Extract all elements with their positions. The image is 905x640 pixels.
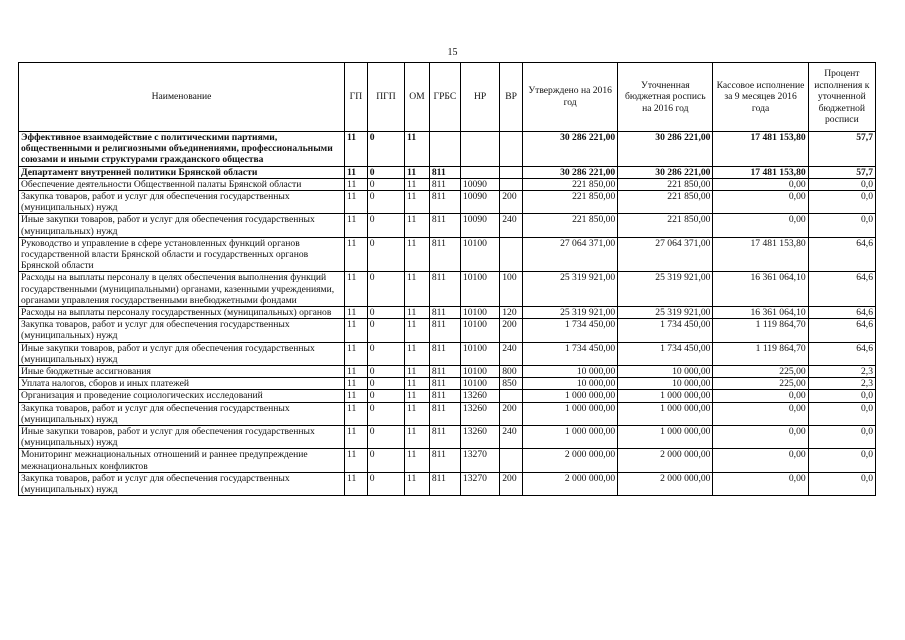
cell-vr xyxy=(500,237,523,272)
cell-ppgp: 0 xyxy=(367,272,404,307)
cell-om: 11 xyxy=(405,449,430,472)
cell-revised: 1 000 000,00 xyxy=(618,402,713,425)
cell-grbs: 811 xyxy=(429,472,460,495)
cell-revised: 25 319 921,00 xyxy=(618,307,713,319)
cell-gp: 11 xyxy=(345,390,368,402)
cell-vr: 850 xyxy=(500,378,523,390)
cell-vr xyxy=(500,178,523,190)
cell-ppgp: 0 xyxy=(367,132,404,167)
table-row xyxy=(19,366,876,378)
table-row xyxy=(19,472,876,495)
cell-np: 10100 xyxy=(460,237,499,272)
cell-approved: 30 286 221,00 xyxy=(523,132,618,167)
table-header-row xyxy=(19,63,876,132)
header-revised: Уточненная бюджетная роспись на 2016 год xyxy=(618,63,713,132)
cell-gp: 11 xyxy=(345,272,368,307)
cell-grbs xyxy=(429,132,460,167)
cell-revised: 2 000 000,00 xyxy=(618,449,713,472)
table-row xyxy=(19,307,876,319)
table-row xyxy=(19,402,876,425)
cell-vr: 240 xyxy=(500,342,523,365)
cell-ppgp: 0 xyxy=(367,402,404,425)
cell-gp: 11 xyxy=(345,166,368,178)
cell-approved: 2 000 000,00 xyxy=(523,449,618,472)
cell-grbs: 811 xyxy=(429,402,460,425)
cell-percent: 64,6 xyxy=(808,237,875,272)
cell-ppgp: 0 xyxy=(367,166,404,178)
cell-gp: 11 xyxy=(345,178,368,190)
cell-ppgp: 0 xyxy=(367,426,404,449)
cell-grbs: 811 xyxy=(429,307,460,319)
cell-vr xyxy=(500,132,523,167)
cell-name: Иные закупки товаров, работ и услуг для обеспечения государственных (муниципальных) нужд xyxy=(19,342,345,365)
cell-approved: 221 850,00 xyxy=(523,191,618,214)
table-row xyxy=(19,378,876,390)
cell-name: Обеспечение деятельности Общественной палаты Брянской области xyxy=(19,178,345,190)
cell-gp: 11 xyxy=(345,132,368,167)
cell-vr: 200 xyxy=(500,191,523,214)
cell-om: 11 xyxy=(405,214,430,237)
header-cash: Кассовое исполнение за 9 месяцев 2016 года xyxy=(713,63,808,132)
header-vr: ВР xyxy=(500,63,523,132)
cell-grbs: 811 xyxy=(429,191,460,214)
table-row xyxy=(19,272,876,307)
cell-percent: 0,0 xyxy=(808,191,875,214)
cell-name: Расходы на выплаты персоналу в целях обеспечения выполнения функций государственными (муниципальными) органами, казенными учреждениями, органами управления государственными внебюджетными фондами xyxy=(19,272,345,307)
cell-approved: 10 000,00 xyxy=(523,378,618,390)
cell-revised: 30 286 221,00 xyxy=(618,132,713,167)
cell-revised: 1 000 000,00 xyxy=(618,390,713,402)
cell-om: 11 xyxy=(405,272,430,307)
cell-cash: 0,00 xyxy=(713,426,808,449)
cell-ppgp: 0 xyxy=(367,449,404,472)
cell-cash: 17 481 153,80 xyxy=(713,237,808,272)
table-row xyxy=(19,178,876,190)
cell-grbs: 811 xyxy=(429,319,460,342)
cell-om: 11 xyxy=(405,342,430,365)
cell-ppgp: 0 xyxy=(367,366,404,378)
cell-cash: 1 119 864,70 xyxy=(713,319,808,342)
cell-ppgp: 0 xyxy=(367,214,404,237)
cell-name: Иные закупки товаров, работ и услуг для обеспечения государственных (муниципальных) нужд xyxy=(19,214,345,237)
cell-revised: 2 000 000,00 xyxy=(618,472,713,495)
cell-gp: 11 xyxy=(345,378,368,390)
cell-percent: 0,0 xyxy=(808,214,875,237)
cell-grbs: 811 xyxy=(429,237,460,272)
table-row xyxy=(19,449,876,472)
budget-table xyxy=(18,62,876,496)
cell-cash: 0,00 xyxy=(713,390,808,402)
cell-vr: 120 xyxy=(500,307,523,319)
table-row xyxy=(19,132,876,167)
cell-np: 13260 xyxy=(460,390,499,402)
cell-om: 11 xyxy=(405,237,430,272)
cell-om: 11 xyxy=(405,402,430,425)
cell-revised: 1 000 000,00 xyxy=(618,426,713,449)
cell-approved: 221 850,00 xyxy=(523,178,618,190)
page-number: 15 xyxy=(447,47,458,58)
cell-cash: 0,00 xyxy=(713,449,808,472)
cell-name: Руководство и управление в сфере установленных функций органов государственной власти Брянской области и государственных органов Брянской области xyxy=(19,237,345,272)
cell-om: 11 xyxy=(405,472,430,495)
cell-approved: 25 319 921,00 xyxy=(523,272,618,307)
cell-name: Закупка товаров, работ и услуг для обеспечения государственных (муниципальных) нужд xyxy=(19,402,345,425)
cell-percent: 64,6 xyxy=(808,319,875,342)
cell-vr xyxy=(500,449,523,472)
cell-revised: 25 319 921,00 xyxy=(618,272,713,307)
cell-approved: 221 850,00 xyxy=(523,214,618,237)
cell-gp: 11 xyxy=(345,342,368,365)
cell-np: 10100 xyxy=(460,366,499,378)
header-name: Наименование xyxy=(19,63,345,132)
cell-np: 10090 xyxy=(460,214,499,237)
cell-ppgp: 0 xyxy=(367,237,404,272)
cell-vr xyxy=(500,390,523,402)
cell-grbs: 811 xyxy=(429,166,460,178)
cell-approved: 1 000 000,00 xyxy=(523,390,618,402)
table-row xyxy=(19,214,876,237)
cell-ppgp: 0 xyxy=(367,191,404,214)
cell-grbs: 811 xyxy=(429,449,460,472)
cell-grbs: 811 xyxy=(429,272,460,307)
header-ppgp: ПГП xyxy=(367,63,404,132)
cell-approved: 1 734 450,00 xyxy=(523,319,618,342)
cell-grbs: 811 xyxy=(429,214,460,237)
cell-name: Департамент внутренней политики Брянской области xyxy=(19,166,345,178)
header-gp: ГП xyxy=(345,63,368,132)
cell-percent: 0,0 xyxy=(808,178,875,190)
cell-cash: 16 361 064,10 xyxy=(713,272,808,307)
cell-vr: 240 xyxy=(500,214,523,237)
cell-percent: 0,0 xyxy=(808,472,875,495)
cell-gp: 11 xyxy=(345,472,368,495)
table-row xyxy=(19,166,876,178)
cell-name: Закупка товаров, работ и услуг для обеспечения государственных (муниципальных) нужд xyxy=(19,319,345,342)
cell-approved: 27 064 371,00 xyxy=(523,237,618,272)
cell-om: 11 xyxy=(405,390,430,402)
cell-name: Эффективное взаимодействие с политическими партиями, общественными и религиозными объединениями, профессиональными союзами и иными структурами гражданского общества xyxy=(19,132,345,167)
header-om: ОМ xyxy=(405,63,430,132)
cell-vr: 240 xyxy=(500,426,523,449)
cell-revised: 221 850,00 xyxy=(618,178,713,190)
cell-np: 13270 xyxy=(460,472,499,495)
cell-om: 11 xyxy=(405,307,430,319)
cell-np: 10100 xyxy=(460,307,499,319)
cell-cash: 225,00 xyxy=(713,378,808,390)
cell-cash: 17 481 153,80 xyxy=(713,166,808,178)
cell-gp: 11 xyxy=(345,366,368,378)
cell-name: Расходы на выплаты персоналу государственных (муниципальных) органов xyxy=(19,307,345,319)
cell-name: Иные закупки товаров, работ и услуг для обеспечения государственных (муниципальных) нужд xyxy=(19,426,345,449)
cell-vr: 200 xyxy=(500,402,523,425)
cell-cash: 0,00 xyxy=(713,402,808,425)
cell-grbs: 811 xyxy=(429,390,460,402)
cell-name: Уплата налогов, сборов и иных платежей xyxy=(19,378,345,390)
cell-approved: 25 319 921,00 xyxy=(523,307,618,319)
cell-percent: 2,3 xyxy=(808,378,875,390)
cell-grbs: 811 xyxy=(429,342,460,365)
cell-percent: 57,7 xyxy=(808,132,875,167)
cell-percent: 64,6 xyxy=(808,307,875,319)
cell-vr: 800 xyxy=(500,366,523,378)
cell-revised: 221 850,00 xyxy=(618,191,713,214)
cell-gp: 11 xyxy=(345,307,368,319)
cell-ppgp: 0 xyxy=(367,342,404,365)
cell-ppgp: 0 xyxy=(367,178,404,190)
cell-gp: 11 xyxy=(345,319,368,342)
cell-revised: 27 064 371,00 xyxy=(618,237,713,272)
cell-gp: 11 xyxy=(345,237,368,272)
cell-np: 13260 xyxy=(460,402,499,425)
cell-gp: 11 xyxy=(345,191,368,214)
cell-cash: 1 119 864,70 xyxy=(713,342,808,365)
cell-approved: 1 734 450,00 xyxy=(523,342,618,365)
cell-approved: 1 000 000,00 xyxy=(523,426,618,449)
cell-gp: 11 xyxy=(345,449,368,472)
cell-cash: 16 361 064,10 xyxy=(713,307,808,319)
cell-vr: 200 xyxy=(500,472,523,495)
cell-revised: 30 286 221,00 xyxy=(618,166,713,178)
cell-om: 11 xyxy=(405,132,430,167)
table-row xyxy=(19,319,876,342)
cell-percent: 64,6 xyxy=(808,272,875,307)
cell-vr: 200 xyxy=(500,319,523,342)
cell-cash: 0,00 xyxy=(713,472,808,495)
cell-np: 10100 xyxy=(460,342,499,365)
cell-approved: 30 286 221,00 xyxy=(523,166,618,178)
header-approved: Утверждено на 2016 год xyxy=(523,63,618,132)
cell-grbs: 811 xyxy=(429,426,460,449)
table-row xyxy=(19,390,876,402)
cell-ppgp: 0 xyxy=(367,472,404,495)
header-np: НР xyxy=(460,63,499,132)
cell-cash: 0,00 xyxy=(713,214,808,237)
cell-np: 13260 xyxy=(460,426,499,449)
cell-gp: 11 xyxy=(345,426,368,449)
cell-revised: 1 734 450,00 xyxy=(618,342,713,365)
cell-name: Мониторинг межнациональных отношений и раннее предупреждение межнациональных конфликтов xyxy=(19,449,345,472)
table-body xyxy=(19,132,876,496)
header-grbs: ГРБС xyxy=(429,63,460,132)
cell-vr: 100 xyxy=(500,272,523,307)
cell-approved: 10 000,00 xyxy=(523,366,618,378)
cell-revised: 221 850,00 xyxy=(618,214,713,237)
cell-approved: 1 000 000,00 xyxy=(523,402,618,425)
cell-name: Иные бюджетные ассигнования xyxy=(19,366,345,378)
cell-gp: 11 xyxy=(345,402,368,425)
cell-vr xyxy=(500,166,523,178)
cell-np: 10090 xyxy=(460,191,499,214)
cell-revised: 10 000,00 xyxy=(618,378,713,390)
cell-np: 10090 xyxy=(460,178,499,190)
cell-np xyxy=(460,132,499,167)
cell-cash: 0,00 xyxy=(713,191,808,214)
cell-grbs: 811 xyxy=(429,178,460,190)
cell-percent: 0,0 xyxy=(808,402,875,425)
cell-revised: 10 000,00 xyxy=(618,366,713,378)
cell-ppgp: 0 xyxy=(367,319,404,342)
cell-revised: 1 734 450,00 xyxy=(618,319,713,342)
table-row xyxy=(19,426,876,449)
cell-name: Организация и проведение социологических исследований xyxy=(19,390,345,402)
cell-om: 11 xyxy=(405,378,430,390)
cell-name: Закупка товаров, работ и услуг для обеспечения государственных (муниципальных) нужд xyxy=(19,191,345,214)
cell-np: 13270 xyxy=(460,449,499,472)
cell-np: 10100 xyxy=(460,272,499,307)
cell-percent: 0,0 xyxy=(808,426,875,449)
cell-cash: 17 481 153,80 xyxy=(713,132,808,167)
cell-grbs: 811 xyxy=(429,366,460,378)
cell-ppgp: 0 xyxy=(367,390,404,402)
cell-percent: 57,7 xyxy=(808,166,875,178)
cell-percent: 0,0 xyxy=(808,449,875,472)
cell-om: 11 xyxy=(405,366,430,378)
table-row xyxy=(19,342,876,365)
cell-om: 11 xyxy=(405,426,430,449)
cell-om: 11 xyxy=(405,191,430,214)
table-row xyxy=(19,191,876,214)
cell-np: 10100 xyxy=(460,378,499,390)
cell-np xyxy=(460,166,499,178)
cell-cash: 0,00 xyxy=(713,178,808,190)
cell-np: 10100 xyxy=(460,319,499,342)
cell-percent: 64,6 xyxy=(808,342,875,365)
cell-om: 11 xyxy=(405,178,430,190)
cell-name: Закупка товаров, работ и услуг для обеспечения государственных (муниципальных) нужд xyxy=(19,472,345,495)
cell-ppgp: 0 xyxy=(367,378,404,390)
cell-percent: 0,0 xyxy=(808,390,875,402)
cell-cash: 225,00 xyxy=(713,366,808,378)
cell-om: 11 xyxy=(405,319,430,342)
cell-om: 11 xyxy=(405,166,430,178)
header-percent: Процент исполнения к уточненной бюджетной росписи xyxy=(808,63,875,132)
cell-gp: 11 xyxy=(345,214,368,237)
cell-approved: 2 000 000,00 xyxy=(523,472,618,495)
table-row xyxy=(19,237,876,272)
cell-grbs: 811 xyxy=(429,378,460,390)
cell-percent: 2,3 xyxy=(808,366,875,378)
cell-ppgp: 0 xyxy=(367,307,404,319)
